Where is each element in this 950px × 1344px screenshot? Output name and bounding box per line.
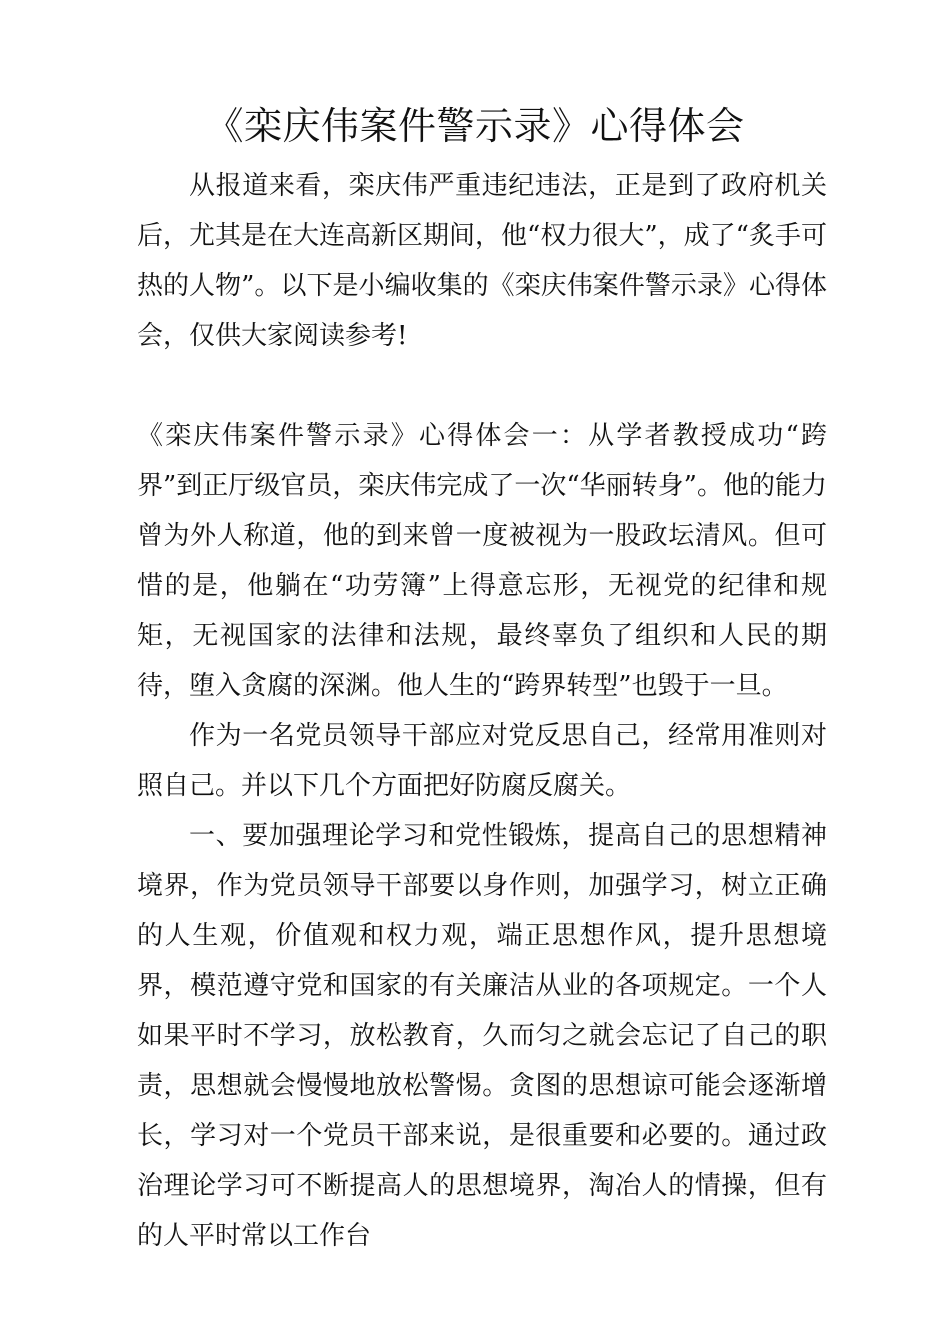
document-title: 《栾庆伟案件警示录》心得体会 — [205, 104, 745, 148]
document-body — [137, 161, 827, 1261]
paragraph-spacer — [137, 361, 827, 411]
reflection-paragraph: 作为一名党员领导干部应对党反思自己，经常用准则对照自己。并以下几个方面把好防腐反腐关。 — [137, 721, 827, 801]
section-one-paragraph: 《栾庆伟案件警示录》心得体会一：从学者教授成功“跨界”到正厅级官员，栾庆伟完成了一次“华丽转身”。他的能力曾为外人称道，他的到来曾一度被视为一股政坛清风。但可惜的是，他躺在“功劳簿”上得意忘形，无视党的纪律和规矩，无视国家的法律和法规，最终辜负了组织和人民的期待，堕入贪腐的深渊。他人生的“跨界转型”也毁于一旦。 — [137, 421, 827, 701]
point-one-paragraph: 一、要加强理论学习和党性锻炼，提高自己的思想精神境界，作为党员领导干部要以身作则，加强学习，树立正确的人生观，价值观和权力观，端正思想作风，提升思想境界，模范遵守党和国家的有关廉洁从业的各项规定。一个人如果平时不学习，放松教育，久而匀之就会忘记了自己的职责，思想就会慢慢地放松警惕。贪图的思想谅可能会逐渐增长，学习对一个党员干部来说，是很重要和必要的。通过政治理论学习可不断提高人的思想境界，淘冶人的情操，但有的人平时常以工作台 — [137, 821, 827, 1251]
intro-paragraph: 从报道来看，栾庆伟严重违纪违法，正是到了政府机关后，尤其是在大连高新区期间，他“权力很大”，成了“炙手可热的人物”。以下是小编收集的《栾庆伟案件警示录》心得体会，仅供大家阅读参考! — [137, 171, 827, 351]
